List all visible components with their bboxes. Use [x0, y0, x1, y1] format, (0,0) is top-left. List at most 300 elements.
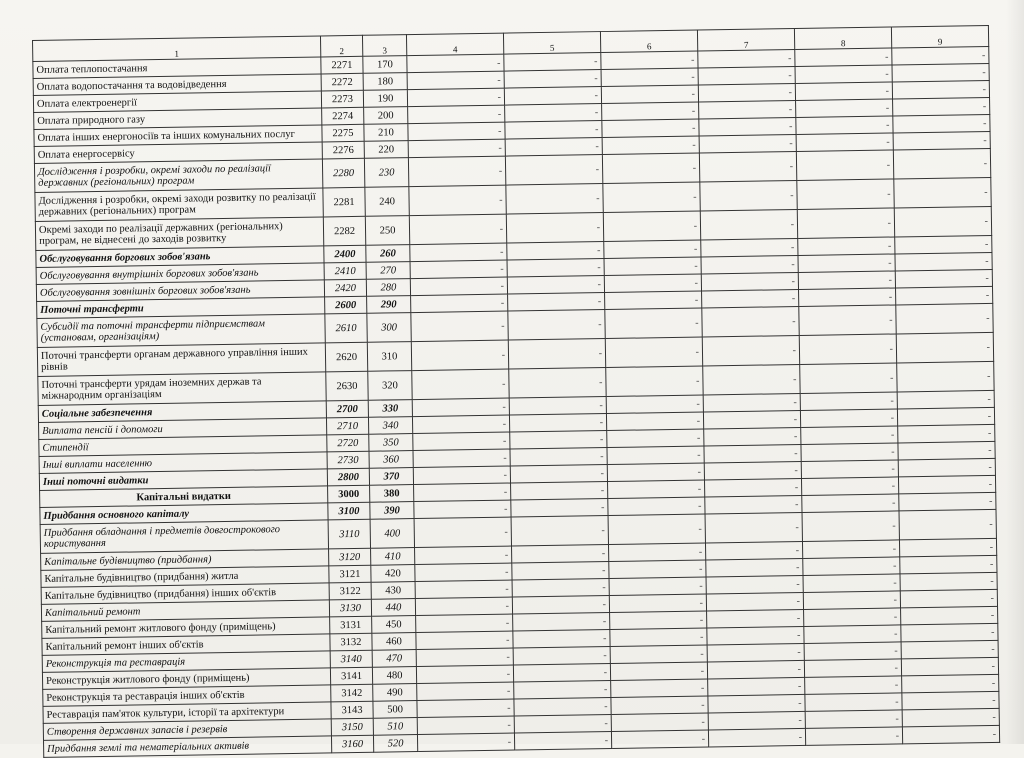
empty-value-cell: - [900, 589, 997, 608]
row-code: 2271 [321, 56, 363, 74]
empty-value-cell: - [796, 133, 893, 152]
empty-value-cell: - [902, 691, 999, 710]
empty-value-cell: - [605, 308, 702, 339]
row-name: Капітальне будівництво (придбання) житла [41, 566, 329, 588]
empty-value-cell: - [609, 594, 706, 613]
empty-value-cell: - [410, 243, 507, 262]
row-code: 3131 [330, 616, 372, 634]
empty-value-cell: - [902, 708, 999, 727]
empty-value-cell: - [601, 51, 698, 70]
empty-value-cell: - [798, 271, 895, 290]
empty-value-cell: - [607, 446, 704, 465]
empty-value-cell: - [410, 277, 507, 296]
empty-value-cell: - [609, 560, 706, 579]
row-name: Капітальний ремонт [41, 600, 329, 622]
empty-value-cell: - [706, 575, 803, 594]
empty-value-cell: - [796, 99, 893, 118]
empty-value-cell: - [708, 694, 805, 713]
row-number: 520 [373, 735, 417, 753]
empty-value-cell: - [700, 181, 797, 212]
empty-value-cell: - [798, 237, 895, 256]
empty-value-cell: - [416, 614, 513, 633]
empty-value-cell: - [409, 185, 506, 216]
row-number: 470 [372, 650, 416, 668]
empty-value-cell: - [892, 63, 989, 82]
row-code: 2275 [322, 124, 364, 142]
empty-value-cell: - [412, 398, 509, 417]
row-name: Дослідження і розробки, окремі заходи розвитку по реалізації державних (регіональних) програм [35, 188, 323, 222]
row-code: 3132 [330, 633, 372, 651]
row-number: 380 [370, 485, 414, 503]
empty-value-cell: - [901, 606, 998, 625]
empty-value-cell: - [408, 156, 505, 187]
row-code: 3000 [328, 485, 370, 503]
row-number: 180 [363, 73, 407, 91]
row-number: 230 [364, 158, 408, 188]
empty-value-cell: - [413, 449, 510, 468]
column-header: 5 [503, 32, 600, 55]
empty-value-cell: - [705, 512, 802, 543]
empty-value-cell: - [898, 475, 995, 494]
empty-value-cell: - [513, 663, 610, 682]
row-number: 260 [366, 245, 410, 263]
empty-value-cell: - [898, 424, 995, 443]
empty-value-cell: - [611, 679, 708, 698]
row-code: 2420 [324, 279, 366, 297]
empty-value-cell: - [509, 397, 606, 416]
empty-value-cell: - [507, 242, 604, 261]
empty-value-cell: - [510, 431, 607, 450]
empty-value-cell: - [699, 118, 796, 137]
empty-value-cell: - [507, 276, 604, 295]
empty-value-cell: - [892, 46, 989, 65]
empty-value-cell: - [414, 517, 511, 548]
row-number: 290 [367, 296, 411, 314]
row-number: 340 [368, 417, 412, 435]
empty-value-cell: - [505, 138, 602, 157]
row-code: 3143 [331, 701, 373, 719]
empty-value-cell: - [797, 179, 894, 210]
row-name: Капітальний ремонт інших об'єктів [42, 634, 330, 656]
empty-value-cell: - [512, 579, 609, 598]
empty-value-cell: - [804, 659, 901, 678]
row-name: Інші виплати населенню [39, 452, 327, 474]
row-name: Обслуговування внутрішніх боргових зобов'язань [36, 263, 324, 285]
empty-value-cell: - [803, 574, 900, 593]
empty-value-cell: - [514, 714, 611, 733]
row-number: 500 [373, 701, 417, 719]
row-name: Дослідження і розробки, окремі заходи по реалізації державних (регіональних) програм [34, 159, 322, 193]
empty-value-cell: - [802, 540, 899, 559]
row-number: 510 [373, 718, 417, 736]
row-number: 450 [372, 616, 416, 634]
row-name: Оплата водопостачання та водовідведення [33, 74, 321, 96]
row-name: Оплата природного газу [34, 108, 322, 130]
empty-value-cell: - [894, 177, 991, 208]
row-name: Реконструкція та реставрація [42, 651, 330, 673]
empty-value-cell: - [415, 563, 512, 582]
empty-value-cell: - [708, 728, 805, 747]
empty-value-cell: - [703, 410, 800, 429]
empty-value-cell: - [601, 85, 698, 104]
row-code: 3140 [330, 650, 372, 668]
row-number: 430 [371, 582, 415, 600]
row-name: Капітальний ремонт житлового фонду (приміщень) [42, 617, 330, 639]
row-number: 300 [367, 313, 411, 343]
row-code: 2400 [324, 245, 366, 263]
row-name: Оплата інших енергоносіїв та інших комунальних послуг [34, 125, 322, 147]
empty-value-cell: - [414, 483, 511, 502]
empty-value-cell: - [605, 337, 702, 368]
empty-value-cell: - [701, 255, 798, 274]
row-number: 490 [373, 684, 417, 702]
empty-value-cell: - [805, 710, 902, 729]
row-code: 2730 [327, 451, 369, 469]
row-number: 440 [371, 599, 415, 617]
empty-value-cell: - [901, 640, 998, 659]
empty-value-cell: - [603, 182, 700, 213]
row-name: Соціальне забезпечення [38, 401, 326, 423]
empty-value-cell: - [505, 104, 602, 123]
row-number: 360 [369, 451, 413, 469]
empty-value-cell: - [699, 101, 796, 120]
row-code: 3142 [331, 684, 373, 702]
empty-value-cell: - [513, 646, 610, 665]
empty-value-cell: - [701, 238, 798, 257]
empty-value-cell: - [698, 84, 795, 103]
empty-value-cell: - [804, 642, 901, 661]
empty-value-cell: - [512, 545, 609, 564]
row-name: Оплата теплопостачання [33, 57, 321, 79]
empty-value-cell: - [416, 665, 513, 684]
empty-value-cell: - [901, 657, 998, 676]
empty-value-cell: - [795, 48, 892, 67]
row-code: 3150 [331, 718, 373, 736]
empty-value-cell: - [411, 311, 508, 342]
empty-value-cell: - [414, 500, 511, 519]
row-name: Реставрація пам'яток культури, історії та архітектури [43, 702, 331, 724]
empty-value-cell: - [802, 494, 899, 513]
column-header: 3 [362, 35, 406, 57]
empty-value-cell: - [512, 562, 609, 581]
footer-faint-area [0, 690, 1024, 744]
empty-value-cell: - [408, 105, 505, 124]
empty-value-cell: - [801, 460, 898, 479]
row-code: 2600 [325, 296, 367, 314]
row-code: 3100 [328, 502, 370, 520]
empty-value-cell: - [606, 412, 703, 431]
empty-value-cell: - [604, 274, 701, 293]
row-number: 200 [364, 107, 408, 125]
empty-value-cell: - [897, 361, 994, 392]
empty-value-cell: - [800, 363, 897, 394]
empty-value-cell: - [900, 555, 997, 574]
empty-value-cell: - [895, 269, 992, 288]
empty-value-cell: - [796, 116, 893, 135]
empty-value-cell: - [610, 645, 707, 664]
empty-value-cell: - [704, 478, 801, 497]
empty-value-cell: - [507, 259, 604, 278]
empty-value-cell: - [893, 131, 990, 150]
column-header: 6 [600, 30, 697, 53]
empty-value-cell: - [893, 114, 990, 133]
empty-value-cell: - [698, 50, 795, 69]
row-number: 210 [364, 124, 408, 142]
empty-value-cell: - [604, 240, 701, 259]
empty-value-cell: - [514, 680, 611, 699]
empty-value-cell: - [508, 339, 605, 370]
row-number: 330 [368, 400, 412, 418]
empty-value-cell: - [803, 557, 900, 576]
row-name: Капітальне будівництво (придбання) [41, 549, 329, 571]
row-code: 2620 [325, 342, 367, 372]
empty-value-cell: - [513, 629, 610, 648]
empty-value-cell: - [801, 426, 898, 445]
row-code: 2274 [322, 107, 364, 125]
empty-value-cell: - [708, 677, 805, 696]
empty-value-cell: - [899, 538, 996, 557]
row-name: Реконструкція житлового фонду (приміщень) [42, 668, 330, 690]
row-name: Капітальне будівництво (придбання) інших об'єктів [41, 583, 329, 605]
row-name: Окремі заходи по реалізації державних (регіональних) програм, не віднесені до заходів розвитку [35, 217, 323, 251]
empty-value-cell: - [508, 310, 605, 341]
empty-value-cell: - [505, 155, 602, 186]
empty-value-cell: - [602, 119, 699, 138]
row-number: 190 [363, 90, 407, 108]
empty-value-cell: - [894, 206, 991, 237]
row-code: 2282 [323, 216, 365, 246]
empty-value-cell: - [707, 660, 804, 679]
column-header: 7 [697, 29, 794, 52]
empty-value-cell: - [514, 697, 611, 716]
empty-value-cell: - [417, 733, 514, 752]
empty-value-cell: - [606, 366, 703, 397]
row-name: Стипендії [39, 435, 327, 457]
empty-value-cell: - [704, 427, 801, 446]
empty-value-cell: - [706, 592, 803, 611]
empty-value-cell: - [512, 596, 609, 615]
empty-value-cell: - [899, 509, 996, 540]
empty-value-cell: - [805, 727, 902, 746]
empty-value-cell: - [702, 289, 799, 308]
row-name: Поточні трансферти [37, 297, 325, 319]
empty-value-cell: - [708, 711, 805, 730]
empty-value-cell: - [902, 674, 999, 693]
empty-value-cell: - [509, 368, 606, 399]
empty-value-cell: - [417, 716, 514, 735]
empty-value-cell: - [609, 577, 706, 596]
empty-value-cell: - [604, 257, 701, 276]
row-name: Капітальні видатки [40, 486, 328, 508]
empty-value-cell: - [699, 135, 796, 154]
empty-value-cell: - [898, 441, 995, 460]
empty-value-cell: - [610, 628, 707, 647]
empty-value-cell: - [603, 211, 700, 242]
empty-value-cell: - [417, 682, 514, 701]
row-name: Поточні трансферти урядам іноземних держав та міжнародним організаціям [38, 372, 326, 406]
column-header: 8 [794, 27, 891, 50]
row-number: 420 [371, 565, 415, 583]
empty-value-cell: - [417, 699, 514, 718]
empty-value-cell: - [415, 546, 512, 565]
row-name: Виплата пенсій і допомоги [39, 418, 327, 440]
table-body [33, 46, 1000, 757]
empty-value-cell: - [900, 572, 997, 591]
empty-value-cell: - [804, 625, 901, 644]
empty-value-cell: - [705, 495, 802, 514]
row-code: 2630 [326, 371, 368, 401]
empty-value-cell: - [611, 696, 708, 715]
row-code: 2720 [327, 434, 369, 452]
empty-value-cell: - [799, 334, 896, 365]
page-edge-shadow [1006, 0, 1024, 744]
empty-value-cell: - [698, 67, 795, 86]
row-name: Оплата енергосервісу [34, 142, 322, 164]
row-code: 2272 [321, 73, 363, 91]
empty-value-cell: - [706, 558, 803, 577]
empty-value-cell: - [511, 482, 608, 501]
empty-value-cell: - [897, 390, 994, 409]
empty-value-cell: - [902, 725, 999, 744]
empty-value-cell: - [611, 730, 708, 749]
empty-value-cell: - [413, 432, 510, 451]
empty-value-cell: - [899, 492, 996, 511]
empty-value-cell: - [608, 543, 705, 562]
empty-value-cell: - [513, 612, 610, 631]
column-header: 4 [406, 33, 503, 56]
row-code: 3110 [328, 519, 370, 549]
row-number: 410 [371, 548, 415, 566]
row-code: 2610 [325, 313, 367, 343]
row-number: 350 [369, 434, 413, 452]
empty-value-cell: - [602, 153, 699, 184]
empty-value-cell: - [699, 152, 796, 183]
empty-value-cell: - [703, 364, 800, 395]
row-name: Обслуговування боргових зобов'язань [36, 246, 324, 268]
row-number: 220 [364, 141, 408, 159]
empty-value-cell: - [504, 70, 601, 89]
empty-value-cell: - [895, 252, 992, 271]
empty-value-cell: - [505, 121, 602, 140]
row-code: 3130 [329, 599, 371, 617]
empty-value-cell: - [411, 340, 508, 371]
row-name: Інші поточні видатки [39, 469, 327, 491]
empty-value-cell: - [415, 597, 512, 616]
row-name: Субсидії та поточні трансферти підприємствам (установам, організаціям) [37, 314, 325, 348]
row-code: 2700 [326, 400, 368, 418]
empty-value-cell: - [608, 514, 705, 545]
empty-value-cell: - [805, 693, 902, 712]
row-code: 3122 [329, 582, 371, 600]
row-code: 3160 [331, 735, 373, 753]
empty-value-cell: - [411, 294, 508, 313]
empty-value-cell: - [504, 87, 601, 106]
empty-value-cell: - [409, 214, 506, 245]
empty-value-cell: - [610, 611, 707, 630]
empty-value-cell: - [801, 477, 898, 496]
empty-value-cell: - [802, 511, 899, 542]
empty-value-cell: - [416, 631, 513, 650]
empty-value-cell: - [795, 65, 892, 84]
empty-value-cell: - [412, 415, 509, 434]
row-name: Оплата електроенергії [33, 91, 321, 113]
row-name: Створення державних запасів і резервів [43, 719, 331, 741]
empty-value-cell: - [601, 68, 698, 87]
row-number: 280 [366, 279, 410, 297]
empty-value-cell: - [407, 88, 504, 107]
row-number: 240 [365, 187, 409, 217]
empty-value-cell: - [799, 288, 896, 307]
column-header: 1 [33, 36, 321, 62]
empty-value-cell: - [893, 148, 990, 179]
empty-value-cell: - [705, 541, 802, 560]
empty-value-cell: - [898, 458, 995, 477]
empty-value-cell: - [509, 414, 606, 433]
empty-value-cell: - [707, 609, 804, 628]
row-name: Придбання обладнання і предметів довгострокового користування [40, 520, 328, 554]
empty-value-cell: - [511, 499, 608, 518]
empty-value-cell: - [608, 497, 705, 516]
empty-value-cell: - [508, 293, 605, 312]
empty-value-cell: - [506, 213, 603, 244]
row-code: 2410 [324, 262, 366, 280]
empty-value-cell: - [702, 306, 799, 337]
empty-value-cell: - [510, 465, 607, 484]
empty-value-cell: - [602, 136, 699, 155]
row-number: 310 [367, 342, 411, 372]
empty-value-cell: - [416, 648, 513, 667]
empty-value-cell: - [607, 429, 704, 448]
empty-value-cell: - [896, 286, 993, 305]
empty-value-cell: - [504, 53, 601, 72]
empty-value-cell: - [605, 291, 702, 310]
row-name: Придбання землі та нематеріальних активів [44, 736, 332, 758]
empty-value-cell: - [701, 272, 798, 291]
row-code: 2280 [322, 158, 364, 188]
empty-value-cell: - [408, 139, 505, 158]
row-name: Придбання основного капіталу [40, 503, 328, 525]
empty-value-cell: - [895, 235, 992, 254]
empty-value-cell: - [412, 369, 509, 400]
row-name: Поточні трансферти органам державного управління інших рівнів [37, 343, 325, 377]
row-name: Обслуговування зовнішніх боргових зобов'язань [36, 280, 324, 302]
row-code: 2273 [321, 90, 363, 108]
empty-value-cell: - [506, 184, 603, 215]
empty-value-cell: - [896, 332, 993, 363]
row-number: 400 [370, 519, 414, 549]
empty-value-cell: - [795, 82, 892, 101]
empty-value-cell: - [799, 305, 896, 336]
empty-value-cell: - [413, 466, 510, 485]
empty-value-cell: - [510, 448, 607, 467]
empty-value-cell: - [514, 731, 611, 750]
empty-value-cell: - [707, 626, 804, 645]
empty-value-cell: - [610, 662, 707, 681]
empty-value-cell: - [611, 713, 708, 732]
row-number: 320 [368, 371, 412, 401]
empty-value-cell: - [407, 54, 504, 73]
empty-value-cell: - [410, 260, 507, 279]
row-number: 170 [363, 56, 407, 74]
empty-value-cell: - [407, 71, 504, 90]
empty-value-cell: - [796, 150, 893, 181]
empty-value-cell: - [415, 580, 512, 599]
row-code: 3141 [330, 667, 372, 685]
empty-value-cell: - [901, 623, 998, 642]
empty-value-cell: - [896, 303, 993, 334]
empty-value-cell: - [797, 208, 894, 239]
row-number: 270 [366, 262, 410, 280]
